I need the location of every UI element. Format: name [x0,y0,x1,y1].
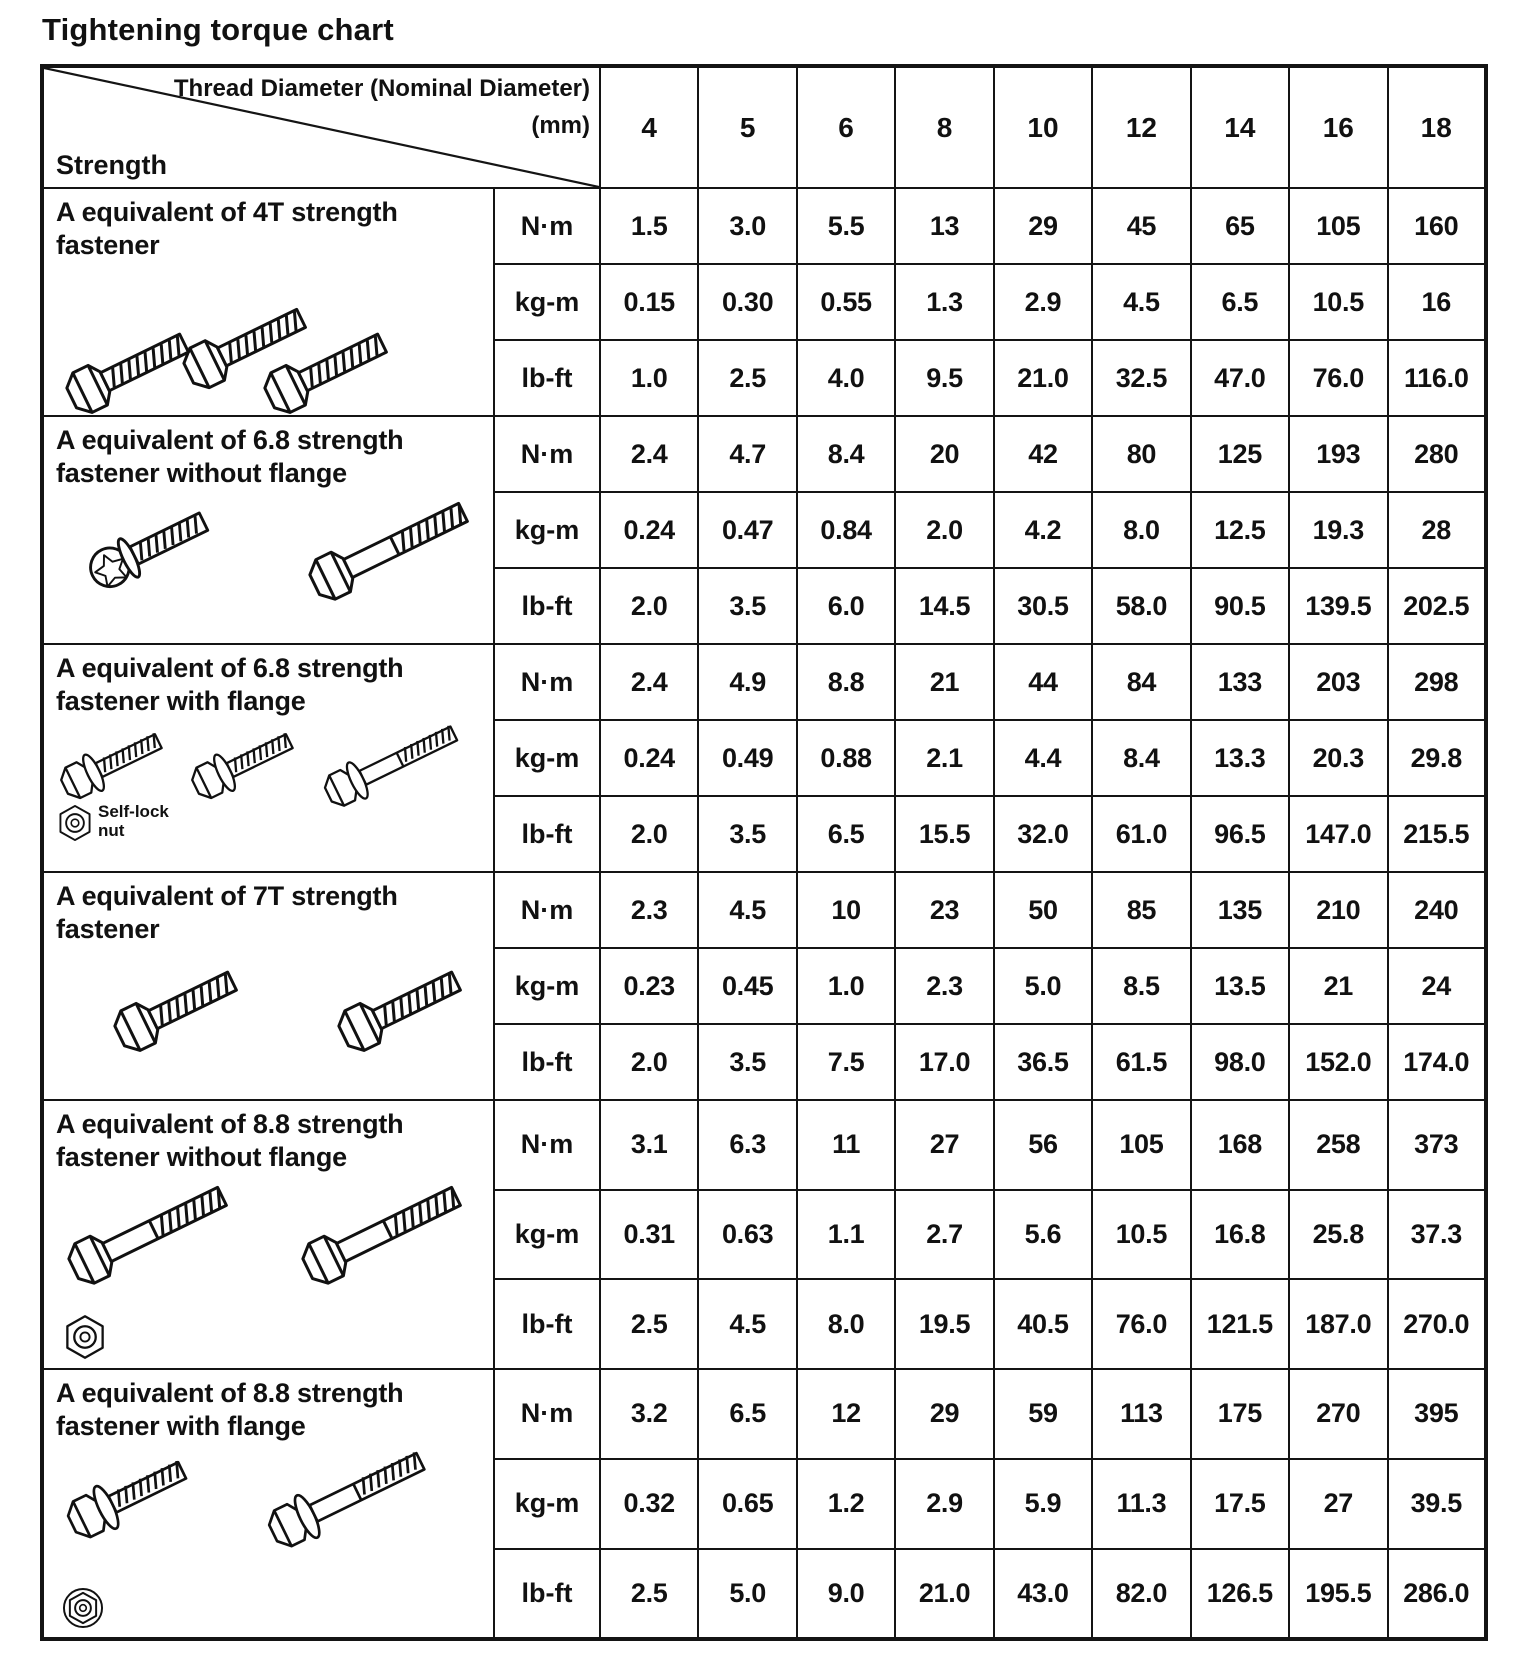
flange-nut-icon [62,1587,104,1629]
torque-value-cell: 175 [1191,1369,1289,1459]
fastener-label: A equivalent of 8.8 strength fastener without flange [56,1109,404,1172]
flange-bolt-icon [183,717,307,809]
torque-value-cell: 4.0 [797,340,895,416]
hex-bolt-icon [105,952,253,1061]
page-title: Tightening torque chart [42,12,394,47]
torque-value-cell: 0.30 [698,264,796,340]
torque-value-cell: 0.63 [698,1190,796,1280]
unit-cell: kg-m [494,1190,600,1280]
torque-value-cell: 270.0 [1388,1279,1487,1369]
torque-value-cell: 84 [1092,644,1190,720]
torque-value-cell: 10 [797,872,895,948]
torque-value-cell: 23 [895,872,993,948]
torque-value-cell: 44 [994,644,1092,720]
torque-value-cell: 25.8 [1289,1190,1387,1280]
torque-value-cell: 2.9 [895,1459,993,1549]
torque-value-cell: 0.88 [797,720,895,796]
torque-value-cell: 12 [797,1369,895,1459]
table-row [42,1100,1486,1190]
torque-value-cell: 56 [994,1100,1092,1190]
torque-value-cell: 2.5 [600,1279,698,1369]
torque-value-cell: 8.0 [1092,492,1190,568]
diameter-column-header: 14 [1191,66,1289,188]
torque-value-cell: 203 [1289,644,1387,720]
fastener-description-cell [42,188,494,416]
torque-value-cell: 90.5 [1191,568,1289,644]
diameter-column-header: 12 [1092,66,1190,188]
torque-value-cell: 5.6 [994,1190,1092,1280]
torque-value-cell: 43.0 [994,1549,1092,1639]
torque-table-body [42,188,1486,1639]
torque-value-cell: 1.0 [600,340,698,416]
torque-value-cell: 298 [1388,644,1487,720]
torque-value-cell: 0.65 [698,1459,796,1549]
torque-value-cell: 174.0 [1388,1024,1487,1100]
torque-value-cell: 2.5 [600,1549,698,1639]
torque-value-cell: 2.4 [600,416,698,492]
torque-value-cell: 2.5 [698,340,796,416]
torque-value-cell: 139.5 [1289,568,1387,644]
fastener-illustrations [44,1174,493,1368]
torque-value-cell: 80 [1092,416,1190,492]
unit-cell: kg-m [494,1459,600,1549]
torque-value-cell: 76.0 [1289,340,1387,416]
flange-bolt-icon [52,717,176,809]
torque-value-cell: 113 [1092,1369,1190,1459]
fastener-label: A equivalent of 7T strength fastener [56,881,398,944]
fastener-description-cell [42,1100,494,1369]
torque-value-cell: 50 [994,872,1092,948]
torque-value-cell: 19.3 [1289,492,1387,568]
torque-value-cell: 21.0 [994,340,1092,416]
torque-value-cell: 215.5 [1388,796,1487,872]
torque-value-cell: 21 [1289,948,1387,1024]
torque-value-cell: 1.1 [797,1190,895,1280]
unit-cell: N·m [494,1369,600,1459]
torque-value-cell: 152.0 [1289,1024,1387,1100]
tightening-torque-table [40,64,1488,1641]
torque-value-cell: 24 [1388,948,1487,1024]
torque-value-cell: 193 [1289,416,1387,492]
hex-bolt-icon [59,1168,243,1295]
torque-value-cell: 6.5 [698,1369,796,1459]
torque-value-cell: 0.47 [698,492,796,568]
table-row [42,872,1486,948]
torque-value-cell: 195.5 [1289,1549,1387,1639]
torque-value-cell: 29 [994,188,1092,264]
torque-value-cell: 42 [994,416,1092,492]
fastener-description-cell [42,644,494,872]
torque-value-cell: 0.24 [600,720,698,796]
fastener-label: A equivalent of 6.8 strength fastener without flange [56,425,404,488]
torque-value-cell: 12.5 [1191,492,1289,568]
torque-value-cell: 1.0 [797,948,895,1024]
torque-value-cell: 2.3 [895,948,993,1024]
torque-value-cell: 5.5 [797,188,895,264]
torque-value-cell: 1.2 [797,1459,895,1549]
torque-value-cell: 76.0 [1092,1279,1190,1369]
torque-value-cell: 4.2 [994,492,1092,568]
torque-value-cell: 9.0 [797,1549,895,1639]
diameter-column-header: 6 [797,66,895,188]
torque-value-cell: 13 [895,188,993,264]
table-row [42,416,1486,492]
torque-value-cell: 8.0 [797,1279,895,1369]
torque-value-cell: 3.2 [600,1369,698,1459]
torque-value-cell: 6.3 [698,1100,796,1190]
diameter-column-header: 18 [1388,66,1487,188]
torque-value-cell: 96.5 [1191,796,1289,872]
torque-value-cell: 258 [1289,1100,1387,1190]
table-row [42,1369,1486,1459]
torque-value-cell: 27 [1289,1459,1387,1549]
torque-value-cell: 10.5 [1289,264,1387,340]
torque-value-cell: 47.0 [1191,340,1289,416]
torque-value-cell: 0.84 [797,492,895,568]
header-row [42,66,1486,188]
torque-value-cell: 65 [1191,188,1289,264]
torque-value-cell: 40.5 [994,1279,1092,1369]
table-row [42,644,1486,720]
torque-value-cell: 3.1 [600,1100,698,1190]
torque-value-cell: 0.45 [698,948,796,1024]
unit-cell: lb-ft [494,568,600,644]
self-lock-nut-icon [62,1314,108,1360]
thread-diameter-header: Thread Diameter (Nominal Diameter) [173,75,590,102]
torque-value-cell: 210 [1289,872,1387,948]
unit-cell: lb-ft [494,1024,600,1100]
diameter-column-header: 8 [895,66,993,188]
strength-header: Strength [56,150,167,180]
torque-value-cell: 61.5 [1092,1024,1190,1100]
torque-value-cell: 21 [895,644,993,720]
torque-value-cell: 105 [1289,188,1387,264]
hex-bolt-icon [293,1168,477,1295]
torque-value-cell: 4.9 [698,644,796,720]
self-lock-nut-icon [56,804,94,842]
unit-cell: lb-ft [494,1549,600,1639]
unit-cell: N·m [494,416,600,492]
torque-value-cell: 7.5 [797,1024,895,1100]
torque-value-cell: 6.5 [1191,264,1289,340]
torque-value-cell: 160 [1388,188,1487,264]
torque-value-cell: 4.5 [698,1279,796,1369]
torque-value-cell: 8.4 [797,416,895,492]
torque-value-cell: 1.5 [600,188,698,264]
torque-value-cell: 5.0 [994,948,1092,1024]
torque-value-cell: 280 [1388,416,1487,492]
torque-value-cell: 105 [1092,1100,1190,1190]
torque-value-cell: 16 [1388,264,1487,340]
diameter-column-header: 16 [1289,66,1387,188]
torque-value-cell: 6.5 [797,796,895,872]
fastener-label: A equivalent of 6.8 strength fastener with flange [56,653,404,716]
torque-value-cell: 168 [1191,1100,1289,1190]
torque-value-cell: 19.5 [895,1279,993,1369]
torque-value-cell: 0.23 [600,948,698,1024]
torque-value-cell: 15.5 [895,796,993,872]
torque-value-cell: 2.3 [600,872,698,948]
torque-value-cell: 10.5 [1092,1190,1190,1280]
torque-value-cell: 82.0 [1092,1549,1190,1639]
torque-value-cell: 16.8 [1191,1190,1289,1280]
unit-cell: N·m [494,872,600,948]
fastener-illustrations [44,490,493,582]
unit-cell: kg-m [494,264,600,340]
unit-cell: lb-ft [494,340,600,416]
corner-header-cell [42,66,600,188]
torque-value-cell: 21.0 [895,1549,993,1639]
hex-bolt-icon [329,952,477,1061]
torque-value-cell: 8.5 [1092,948,1190,1024]
torque-value-cell: 32.5 [1092,340,1190,416]
torque-value-cell: 30.5 [994,568,1092,644]
torque-value-cell: 11 [797,1100,895,1190]
torque-value-cell: 20.3 [1289,720,1387,796]
fastener-illustrations [44,262,493,404]
flange-bolt-icon [258,1433,440,1559]
torque-value-cell: 61.0 [1092,796,1190,872]
torque-value-cell: 36.5 [994,1024,1092,1100]
torque-value-cell: 20 [895,416,993,492]
fastener-description-cell [42,416,494,644]
diameter-column-header: 10 [994,66,1092,188]
torque-value-cell: 3.5 [698,796,796,872]
torque-value-cell: 9.5 [895,340,993,416]
torque-value-cell: 2.1 [895,720,993,796]
torque-value-cell: 29 [895,1369,993,1459]
self-lock-nut-caption: Self-lock nut [98,801,169,840]
torque-value-cell: 3.0 [698,188,796,264]
torque-value-cell: 147.0 [1289,796,1387,872]
torque-value-cell: 125 [1191,416,1289,492]
torque-value-cell: 0.24 [600,492,698,568]
fastener-description-cell [42,1369,494,1639]
torque-value-cell: 85 [1092,872,1190,948]
torque-value-cell: 2.0 [600,1024,698,1100]
diameter-column-header: 4 [600,66,698,188]
unit-cell: N·m [494,1100,600,1190]
round-head-bolt-icon [79,493,224,601]
torque-value-cell: 2.7 [895,1190,993,1280]
torque-value-cell: 59 [994,1369,1092,1459]
torque-value-cell: 133 [1191,644,1289,720]
torque-value-cell: 6.0 [797,568,895,644]
torque-value-cell: 5.0 [698,1549,796,1639]
torque-value-cell: 395 [1388,1369,1487,1459]
torque-value-cell: 8.8 [797,644,895,720]
torque-value-cell: 3.5 [698,568,796,644]
torque-value-cell: 4.4 [994,720,1092,796]
torque-value-cell: 2.9 [994,264,1092,340]
unit-cell: kg-m [494,948,600,1024]
torque-value-cell: 28 [1388,492,1487,568]
torque-value-cell: 286.0 [1388,1549,1487,1639]
torque-value-cell: 27 [895,1100,993,1190]
hex-bolt-icon [57,314,205,423]
torque-value-cell: 37.3 [1388,1190,1487,1280]
unit-cell: N·m [494,188,600,264]
torque-value-cell: 4.7 [698,416,796,492]
torque-value-cell: 98.0 [1191,1024,1289,1100]
torque-value-cell: 121.5 [1191,1279,1289,1369]
fastener-illustrations [44,718,493,850]
diameter-column-header: 5 [698,66,796,188]
torque-value-cell: 32.0 [994,796,1092,872]
flange-bolt-icon [316,709,471,816]
unit-cell: lb-ft [494,1279,600,1369]
torque-value-cell: 2.0 [600,796,698,872]
torque-value-cell: 11.3 [1092,1459,1190,1549]
torque-value-cell: 8.4 [1092,720,1190,796]
torque-value-cell: 0.32 [600,1459,698,1549]
hex-bolt-icon [300,484,484,611]
torque-value-cell: 0.49 [698,720,796,796]
unit-cell: lb-ft [494,796,600,872]
torque-value-cell: 58.0 [1092,568,1190,644]
torque-value-cell: 17.5 [1191,1459,1289,1549]
torque-value-cell: 3.5 [698,1024,796,1100]
torque-value-cell: 126.5 [1191,1549,1289,1639]
torque-value-cell: 2.4 [600,644,698,720]
torque-value-cell: 0.15 [600,264,698,340]
torque-value-cell: 1.3 [895,264,993,340]
fastener-illustrations [44,1443,493,1637]
torque-value-cell: 4.5 [698,872,796,948]
torque-value-cell: 373 [1388,1100,1487,1190]
torque-value-cell: 2.0 [600,568,698,644]
torque-value-cell: 13.5 [1191,948,1289,1024]
fastener-illustrations [44,946,493,1042]
torque-value-cell: 135 [1191,872,1289,948]
unit-cell: N·m [494,644,600,720]
table-row [42,188,1486,264]
torque-value-cell: 39.5 [1388,1459,1487,1549]
torque-value-cell: 240 [1388,872,1487,948]
torque-value-cell: 116.0 [1388,340,1487,416]
torque-value-cell: 202.5 [1388,568,1487,644]
torque-value-cell: 0.31 [600,1190,698,1280]
torque-value-cell: 0.55 [797,264,895,340]
unit-cell: kg-m [494,720,600,796]
fastener-description-cell [42,872,494,1100]
torque-value-cell: 17.0 [895,1024,993,1100]
torque-value-cell: 5.9 [994,1459,1092,1549]
torque-value-cell: 14.5 [895,568,993,644]
torque-value-cell: 45 [1092,188,1190,264]
torque-value-cell: 270 [1289,1369,1387,1459]
torque-value-cell: 29.8 [1388,720,1487,796]
torque-value-cell: 187.0 [1289,1279,1387,1369]
torque-value-cell: 2.0 [895,492,993,568]
torque-value-cell: 13.3 [1191,720,1289,796]
unit-cell: kg-m [494,492,600,568]
fastener-label: A equivalent of 4T strength fastener [56,197,398,260]
mm-unit-label: (mm) [531,112,590,139]
flange-bolt-icon [57,1442,202,1550]
torque-value-cell: 4.5 [1092,264,1190,340]
fastener-label: A equivalent of 8.8 strength fastener with flange [56,1377,404,1441]
